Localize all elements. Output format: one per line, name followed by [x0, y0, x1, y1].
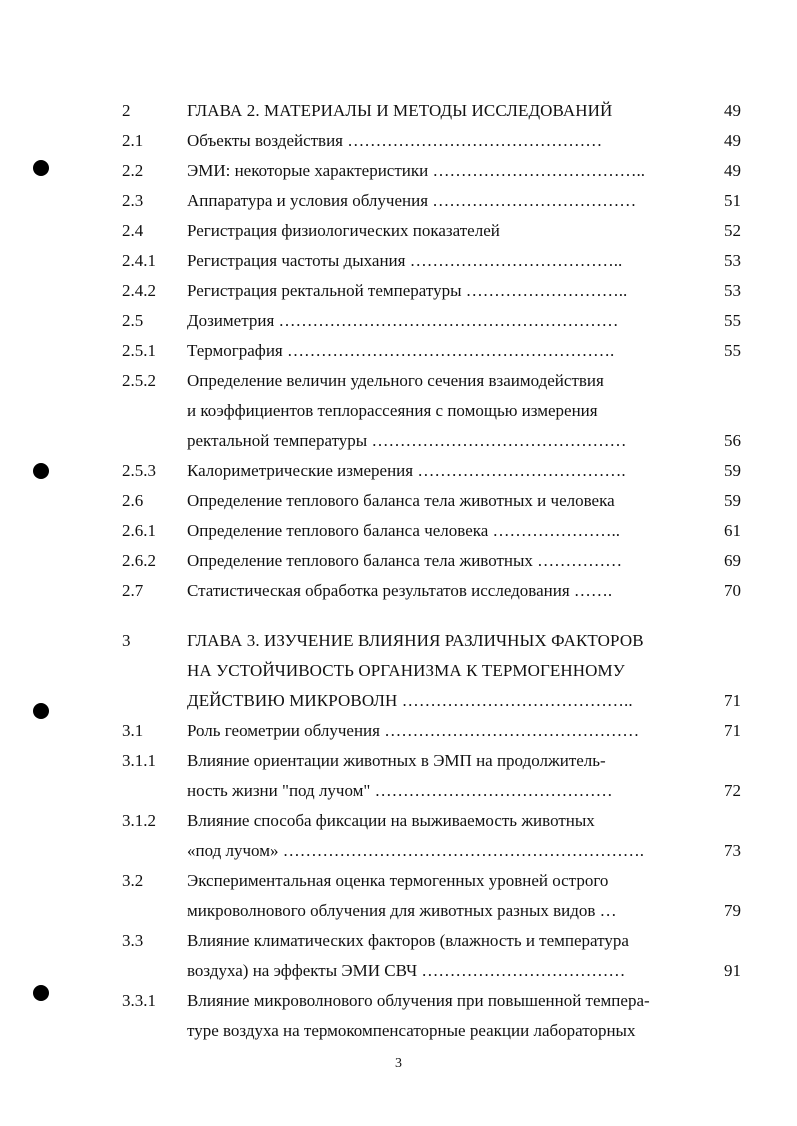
- section-title: Определение теплового баланса тела животных и человека: [187, 491, 615, 510]
- section-title: Регистрация физиологических показателей: [187, 221, 500, 240]
- toc-line: [0, 716, 797, 746]
- page-reference: 53: [724, 281, 741, 300]
- toc-entry: [0, 156, 797, 186]
- section-title: и коэффициентов теплорассеяния с помощью измерения: [187, 401, 598, 420]
- page-reference: 53: [724, 251, 741, 270]
- toc-entry: [0, 186, 797, 216]
- section-title: Регистрация частоты дыхания ………………………………..: [187, 251, 623, 270]
- toc-entry: [0, 716, 797, 746]
- section-title: туре воздуха на термокомпенсаторные реакции лабораторных: [187, 1021, 636, 1040]
- section-number: 2.5: [122, 311, 144, 330]
- toc-entry: [0, 626, 797, 716]
- page-reference: 69: [724, 551, 741, 570]
- page-reference: 70: [724, 581, 741, 600]
- toc-line: [0, 96, 797, 126]
- toc-entry: [0, 96, 797, 126]
- toc-line: [0, 836, 797, 866]
- page-reference: 71: [724, 721, 741, 740]
- page-reference: 55: [724, 341, 741, 360]
- section-title: Термография ………………………………………………….: [187, 341, 615, 360]
- section-number: 2.6.2: [122, 551, 156, 570]
- section-number: 2.4.1: [122, 251, 156, 270]
- section-number: 3.3.1: [122, 991, 156, 1010]
- toc-line: [0, 216, 797, 246]
- section-number: 2.5.2: [122, 371, 156, 390]
- toc-line: [0, 656, 797, 686]
- page-reference: 72: [724, 781, 741, 800]
- section-number: 3.1: [122, 721, 144, 740]
- section-number: 3.1.2: [122, 811, 156, 830]
- toc-line: [0, 276, 797, 306]
- toc-line: [0, 486, 797, 516]
- section-title: Роль геометрии облучения ………………………………………: [187, 721, 640, 740]
- section-title: Объекты воздействия ………………………………………: [187, 131, 603, 150]
- section-title: Статистическая обработка результатов исследования …….: [187, 581, 613, 600]
- toc-entry: [0, 576, 797, 606]
- page-reference: 59: [724, 491, 741, 510]
- page-reference: 55: [724, 311, 741, 330]
- toc-entry: [0, 126, 797, 156]
- page-reference: 49: [724, 161, 741, 180]
- toc-line: [0, 986, 797, 1016]
- toc-line: [0, 686, 797, 716]
- toc-line: [0, 956, 797, 986]
- section-number: 2.6.1: [122, 521, 156, 540]
- toc-line: [0, 746, 797, 776]
- toc-entry: [0, 306, 797, 336]
- section-title: «под лучом» ……………………………………………………….: [187, 841, 644, 860]
- toc-line: [0, 926, 797, 956]
- section-title: Калориметрические измерения ……………………………….: [187, 461, 626, 480]
- page-reference: 79: [724, 901, 741, 920]
- toc-entry: [0, 366, 797, 456]
- section-title: Влияние ориентации животных в ЭМП на продолжитель-: [187, 751, 606, 770]
- section-title: воздуха) на эффекты ЭМИ СВЧ ………………………………: [187, 961, 626, 980]
- section-number: 3.1.1: [122, 751, 156, 770]
- toc-line: [0, 516, 797, 546]
- section-title: ДЕЙСТВИЮ МИКРОВОЛН …………………………………..: [187, 691, 633, 710]
- toc-entry: [0, 926, 797, 986]
- toc-line: [0, 186, 797, 216]
- section-title: Определение теплового баланса человека …………………..: [187, 521, 621, 540]
- section-title: ГЛАВА 3. ИЗУЧЕНИЕ ВЛИЯНИЯ РАЗЛИЧНЫХ ФАКТОРОВ: [187, 631, 644, 650]
- page-reference: 59: [724, 461, 741, 480]
- section-title: ГЛАВА 2. МАТЕРИАЛЫ И МЕТОДЫ ИССЛЕДОВАНИЙ: [187, 101, 613, 120]
- section-title: Аппаратура и условия облучения ………………………………: [187, 191, 637, 210]
- section-number: 2.2: [122, 161, 144, 180]
- section-number: 2.1: [122, 131, 144, 150]
- toc-line: [0, 246, 797, 276]
- section-number: 2.5.3: [122, 461, 156, 480]
- toc-line: [0, 306, 797, 336]
- toc-entry: [0, 746, 797, 806]
- page-reference: 52: [724, 221, 741, 240]
- toc-line: [0, 866, 797, 896]
- section-number: 2.4: [122, 221, 144, 240]
- section-number: 3.2: [122, 871, 144, 890]
- section-number: 2.7: [122, 581, 144, 600]
- page-reference: 73: [724, 841, 741, 860]
- toc-entry: [0, 276, 797, 306]
- page-number: 3: [395, 1056, 402, 1071]
- toc-line: [0, 426, 797, 456]
- section-title: Влияние климатических факторов (влажность и температура: [187, 931, 629, 950]
- toc-line: [0, 576, 797, 606]
- section-number: 3: [122, 631, 131, 650]
- toc-line: [0, 626, 797, 656]
- toc-line: [0, 126, 797, 156]
- page-reference: 51: [724, 191, 741, 210]
- toc-line: [0, 336, 797, 366]
- toc-entry: [0, 456, 797, 486]
- section-title: Определение теплового баланса тела животных ……………: [187, 551, 623, 570]
- section-title: Экспериментальная оценка термогенных уровней острого: [187, 871, 609, 890]
- toc-line: [0, 546, 797, 576]
- toc-entry: [0, 516, 797, 546]
- section-number: 2.5.1: [122, 341, 156, 360]
- section-number: 2.3: [122, 191, 144, 210]
- toc-entry: [0, 986, 797, 1046]
- toc-line: [0, 156, 797, 186]
- page-reference: 56: [724, 431, 741, 450]
- toc-line: [0, 806, 797, 836]
- page-reference: 49: [724, 101, 741, 120]
- section-title: Регистрация ректальной температуры ………………………..: [187, 281, 628, 300]
- page-reference: 61: [724, 521, 741, 540]
- section-title: Влияние способа фиксации на выживаемость животных: [187, 811, 595, 830]
- toc-entry: [0, 336, 797, 366]
- section-title: ЭМИ: некоторые характеристики ………………………………..: [187, 161, 645, 180]
- section-title: Дозиметрия ……………………………………………………: [187, 311, 619, 330]
- section-number: 2: [122, 101, 131, 120]
- toc-line: [0, 396, 797, 426]
- toc-line: [0, 1016, 797, 1046]
- table-of-contents: [0, 96, 797, 1046]
- section-title: Влияние микроволнового облучения при повышенной темпера-: [187, 991, 650, 1010]
- toc-entry: [0, 806, 797, 866]
- toc-entry: [0, 216, 797, 246]
- toc-entry: [0, 486, 797, 516]
- page-reference: 49: [724, 131, 741, 150]
- section-title: микроволнового облучения для животных разных видов …: [187, 901, 617, 920]
- toc-entry: [0, 246, 797, 276]
- toc-entry: [0, 866, 797, 926]
- toc-line: [0, 366, 797, 396]
- page-reference: 91: [724, 961, 741, 980]
- toc-entry: [0, 546, 797, 576]
- section-title: НА УСТОЙЧИВОСТЬ ОРГАНИЗМА К ТЕРМОГЕННОМУ: [187, 661, 625, 680]
- toc-line: [0, 456, 797, 486]
- section-number: 2.4.2: [122, 281, 156, 300]
- section-number: 2.6: [122, 491, 144, 510]
- section-number: 3.3: [122, 931, 144, 950]
- section-title: ректальной температуры ………………………………………: [187, 431, 627, 450]
- section-title: ность жизни "под лучом" ……………………………………: [187, 781, 613, 800]
- toc-line: [0, 896, 797, 926]
- section-title: Определение величин удельного сечения взаимодействия: [187, 371, 604, 390]
- toc-line: [0, 776, 797, 806]
- page-reference: 71: [724, 691, 741, 710]
